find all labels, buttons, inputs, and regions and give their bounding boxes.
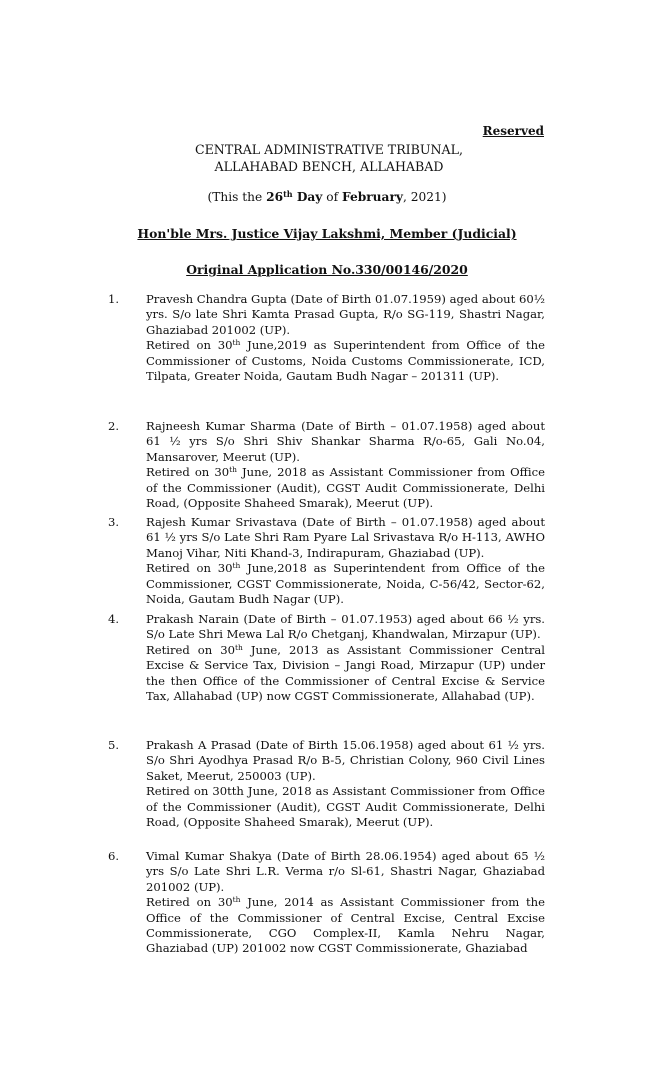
date-day-suffix: th <box>283 189 293 199</box>
applicant-number: 3. <box>108 515 120 529</box>
court-name-line1: CENTRAL ADMINISTRATIVE TRIBUNAL, <box>194 142 464 157</box>
court-name-line2: ALLAHABAD BENCH, ALLAHABAD <box>214 159 444 174</box>
date-day-word: Day <box>292 190 323 204</box>
applicant-body <box>146 612 545 704</box>
applicant-retirement: Retired on 30th June, 2014 as Assistant Commissioner from the Office of the Commissioner of Central Excise, Central Excise Commissionerate, CGO Complex-II, Kamla Nehru Nagar, Ghaziabad (UP) 201002 now CGST Commissionerate, Ghaziabad <box>146 895 545 956</box>
date-month: February <box>342 190 403 204</box>
date-prefix: (This the <box>207 190 267 204</box>
date-of: of <box>322 190 342 204</box>
applicant-body <box>146 419 545 511</box>
applicant-number: 5. <box>108 738 120 752</box>
order-date <box>2 190 650 205</box>
applicant-number: 2. <box>108 419 120 433</box>
reserved-label: Reserved <box>482 124 544 138</box>
applicant-details: Prakash A Prasad (Date of Birth 15.06.1958) aged about 61 ½ yrs. S/o Shri Ayodhya Prasad R/o B-5, Christian Colony, 960 Civil Lines Saket, Meerut, 250003 (UP). <box>146 738 545 783</box>
applicant-details: Rajneesh Kumar Sharma (Date of Birth – 01.07.1958) aged about 61 ½ yrs S/o Shri Shiv Shankar Sharma R/o-65, Gali No.04, Mansarover, Meerut (UP). <box>146 419 545 464</box>
applicant-retirement: Retired on 30th June,2018 as Superintendent from Office of the Commissioner, CGST Commissionerate, Noida, C-56/42, Sector-62, Noida, Gautam Budh Nagar (UP). <box>146 561 546 607</box>
applicant-body <box>146 515 545 607</box>
applicant-retirement: Retired on 30tth June, 2018 as Assistant Commissioner from Office of the Commissioner (Audit), CGST Audit Commissionerate, Delhi Road, (Opposite Shaheed Smarak), Meerut (UP). <box>146 784 545 830</box>
applicant-details: Vimal Kumar Shakya (Date of Birth 28.06.1954) aged about 65 ½ yrs S/o Late Shri L.R. Verma r/o Sl-61, Shastri Nagar, Ghaziabad 201002 (UP). <box>146 849 545 894</box>
applicant-details: Rajesh Kumar Srivastava (Date of Birth – 01.07.1958) aged about 61 ½ yrs S/o Late Shri Ram Pyare Lal Srivastava R/o H-113, AWHO Manoj Vihar, Niti Khand-3, Indirapuram, Ghaziabad (UP). <box>146 515 545 560</box>
applicant-details: Prakash Narain (Date of Birth – 01.07.1953) aged about 66 ½ yrs. S/o Late Shri Mewa Lal R/o Chetganj, Khandwalan, Mirzapur (UP). <box>146 612 545 642</box>
coram-heading: Hon'ble Mrs. Justice Vijay Lakshmi, Member (Judicial) <box>137 226 517 241</box>
applicant-retirement: Retired on 30th June,2019 as Superintendent from Office of the Commissioner of Customs, Noida Customs Commissionerate, ICD, Tilpata, Greater Noida, Gautam Budh Nagar – 201311 (UP). <box>146 338 546 384</box>
application-number: Original Application No.330/00146/2020 <box>186 262 468 277</box>
court-name <box>0 141 650 175</box>
applicant-retirement: Retired on 30th June, 2013 as Assistant Commissioner Central Excise & Service Tax, Division – Jangi Road, Mirzapur (UP) under the then Office of the Commissioner of Central Excise & Service Tax, Allahabad (UP) now CGST Commissionerate, Allahabad (UP). <box>146 642 545 704</box>
applicant-body <box>146 738 545 830</box>
date-day: 26 <box>266 190 284 204</box>
applicant-number: 4. <box>108 612 120 626</box>
applicant-number: 1. <box>108 292 120 306</box>
applicant-retirement: Retired on 30th June, 2018 as Assistant Commissioner from Office of the Commissioner (Audit), CGST Audit Commissionerate, Delhi Road, (Opposite Shaheed Smarak), Meerut (UP). <box>146 465 545 511</box>
date-year: , 2021) <box>402 190 447 204</box>
applicant-details: Pravesh Chandra Gupta (Date of Birth 01.07.1959) aged about 60½ yrs. S/o late Shri Kamta Prasad Gupta, R/o SG-119, Shastri Nagar, Ghaziabad 201002 (UP). <box>146 292 545 337</box>
applicant-body <box>146 292 545 384</box>
applicant-body <box>146 849 545 957</box>
applicant-number: 6. <box>108 849 120 863</box>
